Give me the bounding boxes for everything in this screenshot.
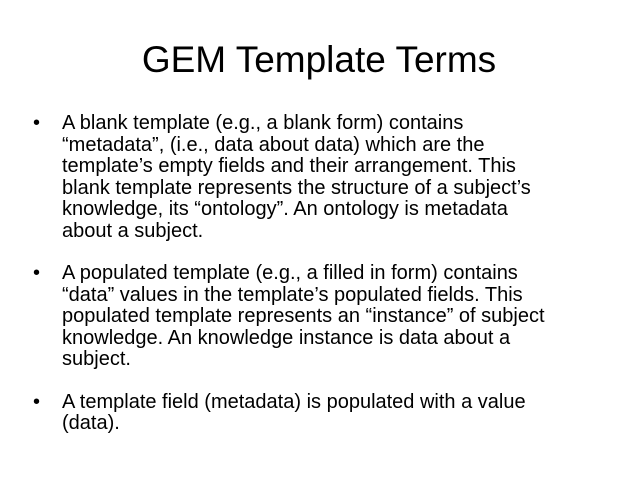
bullet-line: about a subject.: [62, 219, 204, 242]
bullet-line: knowledge, its “ontology”. An ontology is metadata: [62, 198, 508, 220]
bullet-marker: •: [33, 390, 41, 413]
bullet-line: A populated template (e.g., a filled in form) contains: [62, 262, 518, 284]
bullet-list: [30, 113, 590, 456]
bullet-line: template’s empty fields and their arrangement. This: [62, 155, 516, 177]
bullet-marker: •: [33, 112, 41, 134]
bullet-line: “data” values in the template’s populated fields. This: [62, 283, 523, 306]
bullet-line: populated template represents an “instance” of subject: [62, 305, 545, 327]
bullet-line: A blank template (e.g., a blank form) contains: [62, 112, 464, 134]
bullet-line: subject.: [62, 348, 131, 370]
bullet-line: “metadata”, (i.e., data about data) which are the: [62, 133, 485, 156]
bullet-line: A template field (metadata) is populated with a value: [62, 390, 526, 413]
bullet-item: [30, 392, 590, 435]
bullet-item: [30, 263, 590, 371]
bullet-marker: •: [33, 262, 41, 284]
bullet-line: blank template represents the structure of a subject’s: [62, 176, 531, 199]
slide-title: GEM Template Terms: [141, 39, 497, 80]
bullet-line: (data).: [62, 412, 120, 434]
bullet-line: knowledge. An knowledge instance is data about a: [62, 326, 511, 349]
bullet-item: [30, 113, 590, 242]
